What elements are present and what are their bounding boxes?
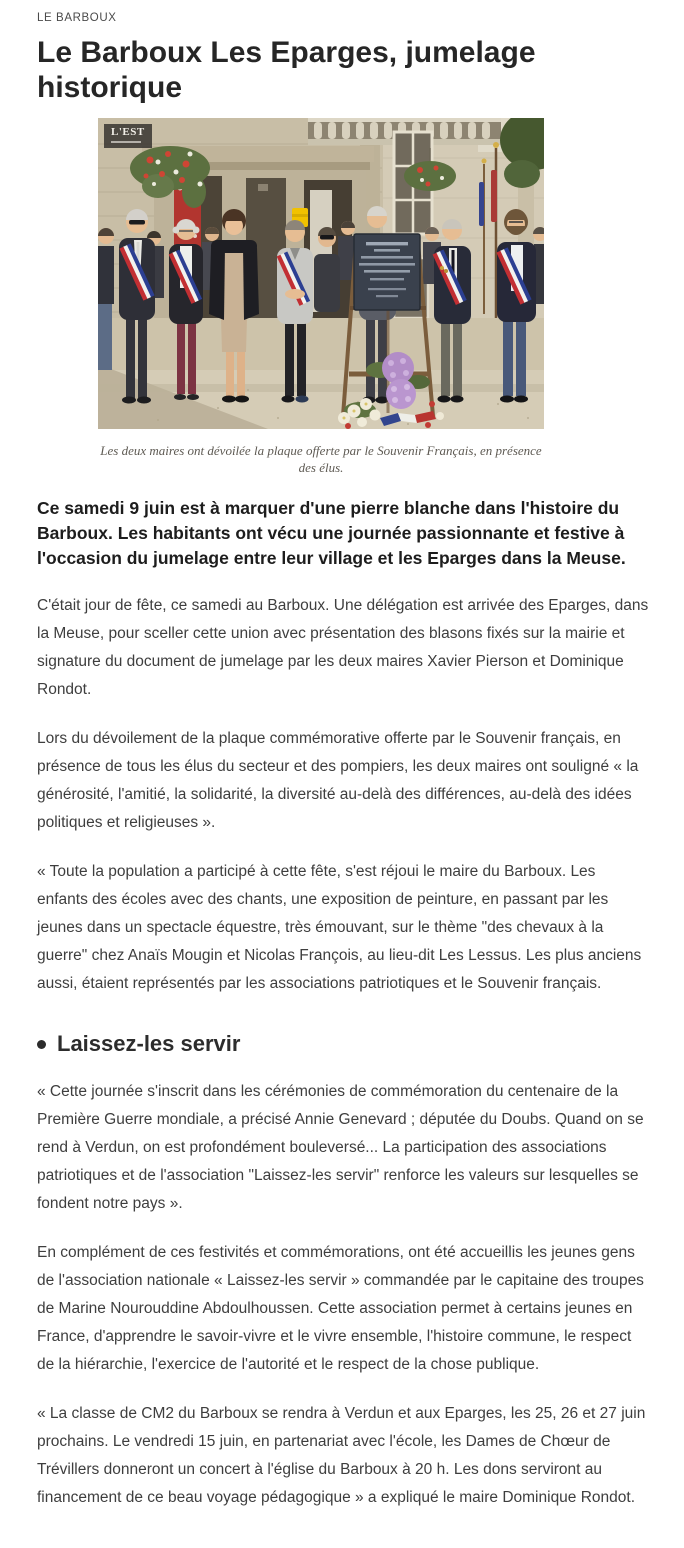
- watermark-logo: [104, 124, 152, 148]
- gravel-ground: [98, 318, 544, 429]
- category-label[interactable]: LE BARBOUX: [37, 12, 117, 24]
- article-lead: Ce samedi 9 juin est à marquer d'une pierre blanche dans l'histoire du Barboux. Les habitants ont vécu une journée passionnante et festive à l'occasion du jumelage entre leur village et les Eparges dans la Meuse.: [37, 498, 626, 568]
- article-paragraph: Lors du dévoilement de la plaque commémorative offerte par le Souvenir français, en présence de tous les élus du secteur et des pompiers, les deux maires ont souligné « la générosité, l'amitié, la solidarité, la diversité au-delà des différences, au-delà des idées politiques et religieuses ».: [37, 730, 639, 831]
- article-figure: [98, 118, 544, 476]
- watermark-text: L'EST: [111, 126, 145, 138]
- photo-caption: Les deux maires ont dévoilée la plaque offerte par le Souvenir Français, en présence des élus.: [100, 443, 542, 475]
- article-paragraph: C'était jour de fête, ce samedi au Barboux. Une délégation est arrivée des Eparges, dans la Meuse, pour sceller cette union avec présentation des blasons fixés sur la mairie et signature du document de jumelage par les deux maires Xavier Pierson et Dominique Rondot.: [37, 597, 649, 698]
- watermark-subline: [111, 141, 141, 143]
- article-paragraph: En complément de ces festivités et commémorations, ont été accueillis les jeunes gens de l'association nationale « Laissez-les servir » commandée par le capitaine des troupes de Marine Nourouddine Abdoulhoussen. Cette association permet à certains jeunes en France, d'apprendre le savoir-vivre et le vivre ensemble, l'histoire commune, le respect de la hiérarchie, l'exercice de l'autorité et le respect de la chose publique.: [37, 1244, 644, 1373]
- article-photo: [98, 118, 544, 429]
- article-title: Le Barboux Les Eparges, jumelage historique: [37, 36, 536, 104]
- article-paragraph: « La classe de CM2 du Barboux se rendra à Verdun et aux Eparges, les 25, 26 et 27 juin prochains. Le vendredi 15 juin, en partenariat avec l'école, les Dames de Chœur de Trévillers donneront un concert à l'église du Barboux à 20 h. Les dons serviront au financement de ce beau voyage pédagogique » a expliqué le maire Dominique Rondot.: [37, 1405, 646, 1506]
- article-paragraph: « Toute la population a participé à cette fête, s'est réjoui le maire du Barboux. Les enfants des écoles avec des chants, une exposition de peinture, en passant par les jeunes dans un spectacle équestre, très émouvant, sur le thème "des chevaux à la guerre" chez Anaïs Mougin et Nicolas François, au lieu-dit Les Lessus. Les plus anciens aussi, étaient représentés par les associations patriotiques et le Souvenir français.: [37, 863, 642, 992]
- article-body: [37, 592, 651, 1512]
- bullet-icon: [37, 1040, 46, 1049]
- section-heading-label: Laissez-les servir: [57, 1031, 241, 1056]
- photo-illustration: [98, 118, 544, 429]
- section-heading: [37, 1031, 651, 1057]
- article-paragraph: « Cette journée s'inscrit dans les cérémonies de commémoration du centenaire de la Première Guerre mondiale, a précisé Annie Genevard ; députée du Doubs. Quand on se rend à Verdun, on est profondément bouleversé... La participation des associations patriotiques et de l'association "Laissez-les servir" renforce les valeurs sur lesquelles se fondent notre pays ».: [37, 1083, 644, 1212]
